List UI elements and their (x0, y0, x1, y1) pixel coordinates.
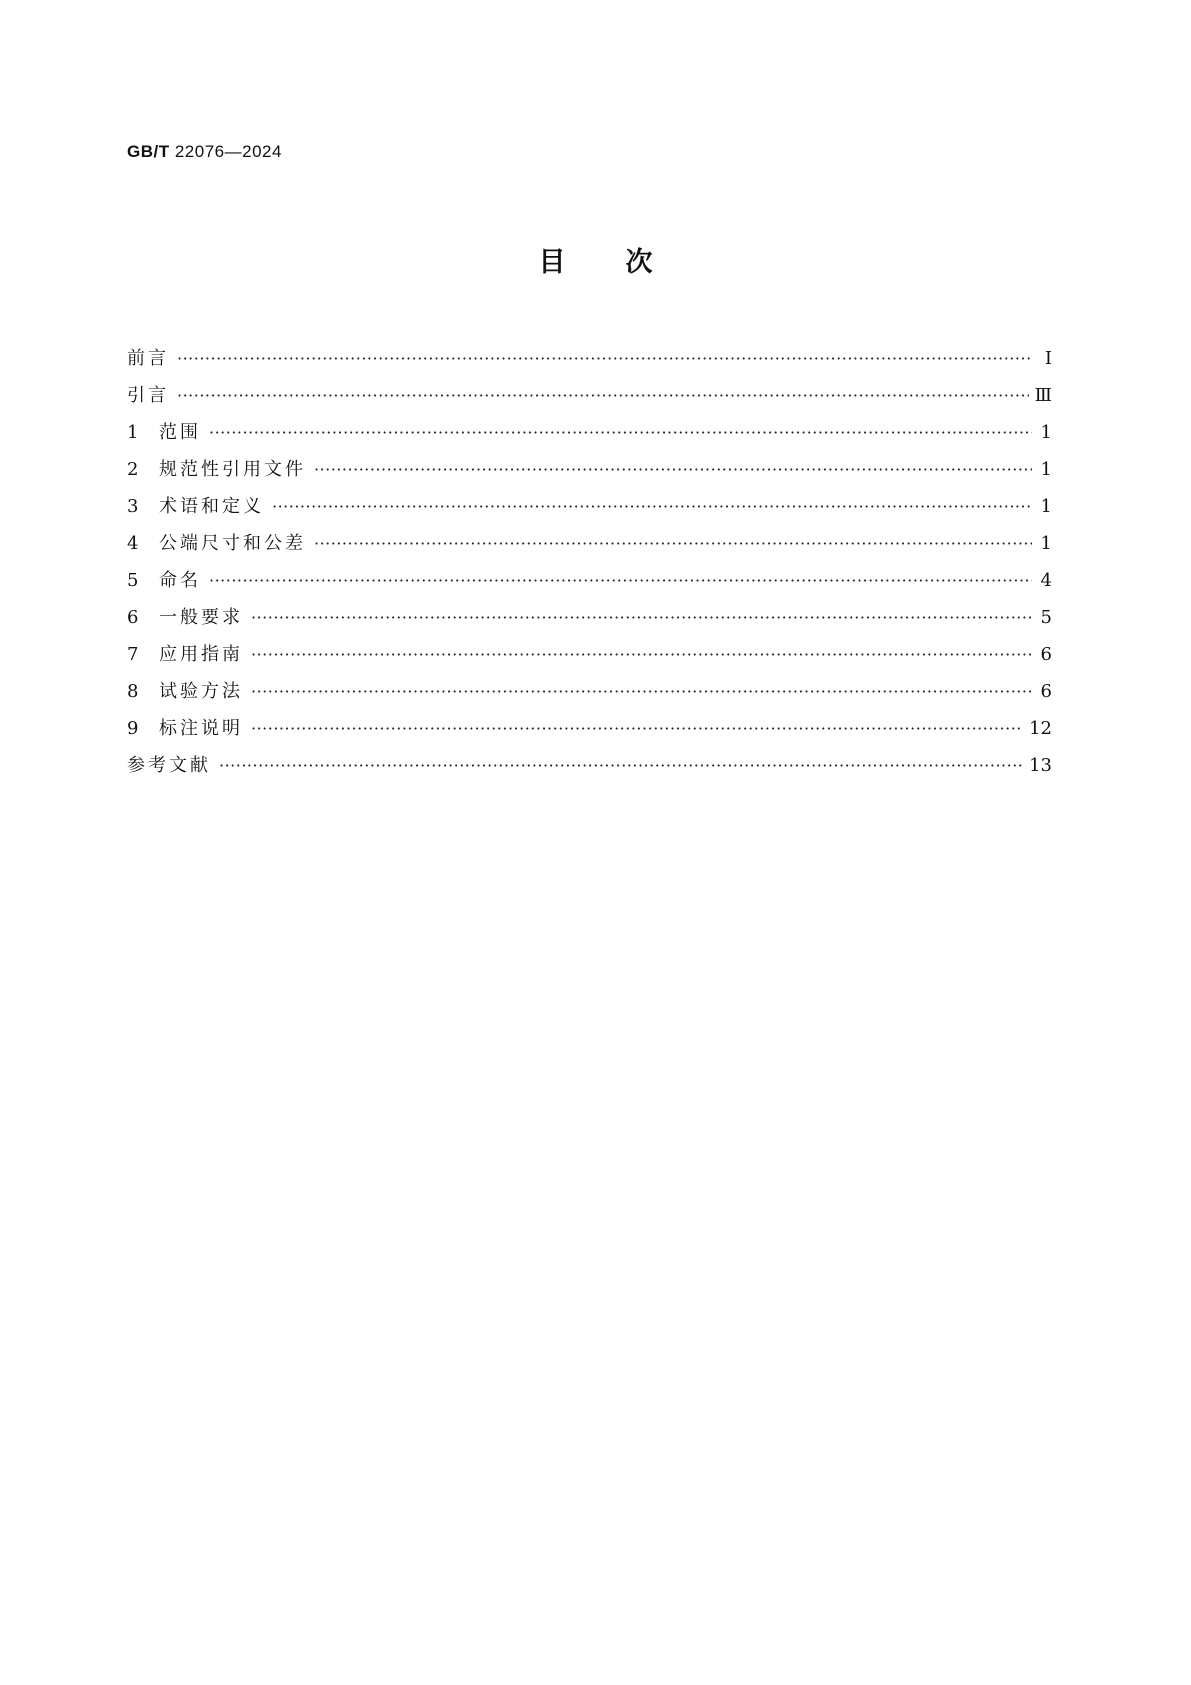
toc-item-text: 公端尺寸和公差 (159, 533, 306, 554)
toc-item-designation[interactable] (127, 562, 1052, 599)
toc-item-marking-notes[interactable] (127, 710, 1052, 747)
toc-leader-dots (209, 562, 1032, 599)
toc-item-page: Ⅲ (1034, 385, 1052, 406)
toc-item-bibliography[interactable] (127, 747, 1052, 784)
toc-leader-dots (251, 636, 1032, 673)
toc-item-page: Ⅰ (1044, 348, 1052, 369)
table-of-contents (127, 340, 1052, 784)
toc-item-general-requirements[interactable] (127, 599, 1052, 636)
standard-number: 22076—2024 (174, 142, 282, 161)
toc-item-page: 5 (1040, 607, 1052, 628)
toc-item-page: 1 (1040, 459, 1052, 480)
toc-item-page: 1 (1040, 533, 1052, 554)
page-title: 目次 (538, 247, 713, 278)
toc-item-test-methods[interactable] (127, 673, 1052, 710)
toc-item-page: 1 (1040, 496, 1052, 517)
toc-item-page: 1 (1040, 422, 1052, 443)
toc-item-number: 2 (127, 459, 139, 480)
toc-leader-dots (219, 747, 1023, 784)
toc-item-scope[interactable] (127, 414, 1052, 451)
toc-item-page: 12 (1029, 718, 1052, 739)
toc-item-number: 5 (127, 570, 139, 591)
toc-item-number: 6 (127, 607, 139, 628)
toc-item-text: 应用指南 (159, 644, 243, 665)
toc-leader-dots (272, 488, 1032, 525)
toc-item-text: 引言 (127, 385, 169, 406)
toc-leader-dots (251, 673, 1032, 710)
toc-item-page: 6 (1040, 681, 1052, 702)
toc-item-text: 试验方法 (159, 681, 243, 702)
toc-leader-dots (314, 525, 1032, 562)
toc-item-number: 3 (127, 496, 139, 517)
toc-item-number: 1 (127, 422, 139, 443)
toc-item-terms-definitions[interactable] (127, 488, 1052, 525)
standard-prefix: GB/T (127, 142, 170, 161)
toc-item-text: 前言 (127, 348, 169, 369)
toc-item-application-guide[interactable] (127, 636, 1052, 673)
toc-item-page: 13 (1029, 755, 1052, 776)
standard-code (127, 142, 282, 162)
toc-item-text: 标注说明 (159, 718, 243, 739)
toc-item-text: 范围 (159, 422, 201, 443)
toc-item-number: 7 (127, 644, 139, 665)
toc-leader-dots (209, 414, 1032, 451)
toc-item-number: 9 (127, 718, 139, 739)
toc-item-text: 规范性引用文件 (159, 459, 306, 480)
toc-item-introduction[interactable] (127, 377, 1052, 414)
toc-leader-dots (177, 340, 1032, 377)
toc-item-text: 命名 (159, 570, 201, 591)
toc-item-text: 参考文献 (127, 755, 211, 776)
toc-leader-dots (251, 599, 1032, 636)
toc-item-page: 6 (1040, 644, 1052, 665)
toc-leader-dots (314, 451, 1032, 488)
toc-item-number: 4 (127, 533, 139, 554)
toc-item-normative-references[interactable] (127, 451, 1052, 488)
toc-item-foreword[interactable] (127, 340, 1052, 377)
toc-leader-dots (251, 710, 1023, 747)
toc-item-text: 术语和定义 (159, 496, 264, 517)
toc-item-text: 一般要求 (159, 607, 243, 628)
toc-leader-dots (177, 377, 1029, 414)
toc-item-page: 4 (1040, 570, 1052, 591)
toc-item-dimensions-tolerances[interactable] (127, 525, 1052, 562)
toc-item-number: 8 (127, 681, 139, 702)
